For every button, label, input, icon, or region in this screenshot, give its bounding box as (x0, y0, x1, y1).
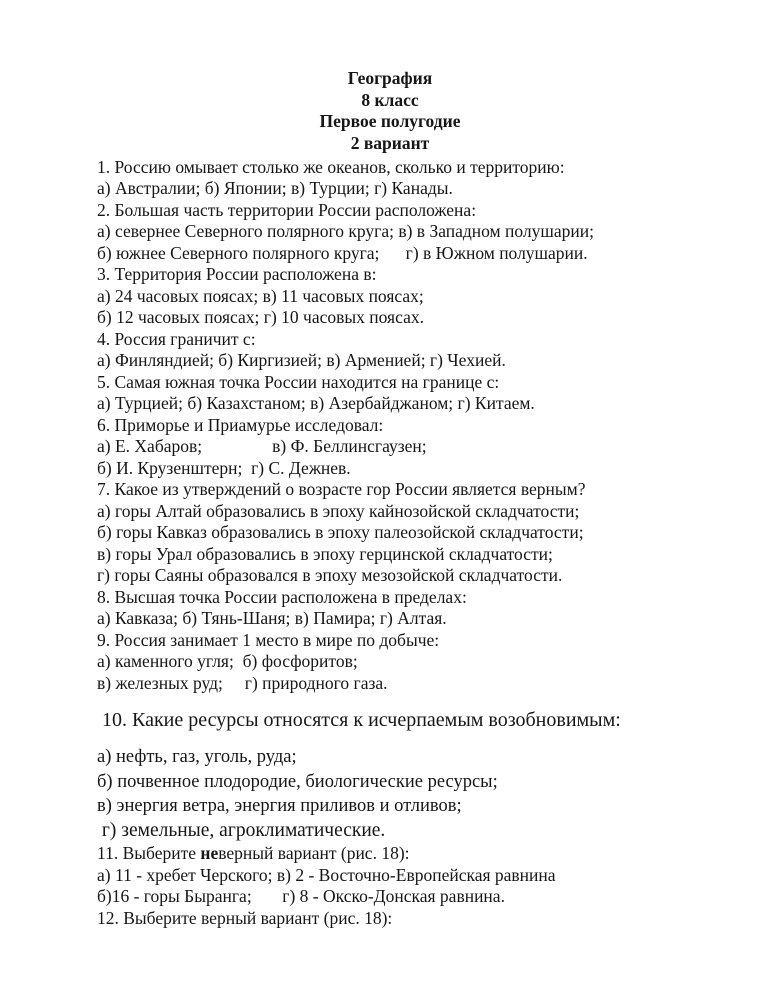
question-11-prompt (97, 843, 683, 865)
question-12-prompt: 12. Выберите верный вариант (рис. 18): (97, 907, 393, 928)
question-1-prompt: 1. Россию омывает столько же океанов, сколько и территорию: (97, 156, 565, 177)
question-3-options-row-2: б) 12 часовых поясах; г) 10 часовых поясах. (97, 307, 424, 328)
question-6-options-row-2: б) И. Крузенштерн; г) С. Дежнев. (97, 457, 351, 478)
exam-variant: 2 вариант (350, 133, 430, 154)
question-9-options-row-2: в) железных руд; г) природного газа. (97, 672, 388, 693)
question-6-prompt: 6. Приморье и Приамурье исследовал: (97, 414, 384, 435)
question-10-option-a: а) нефть, газ, уголь, руда; (97, 747, 297, 768)
question-9-options-row-1: а) каменного угля; б) фосфоритов; (97, 651, 358, 672)
question-8-prompt: 8. Высшая точка России расположена в пределах: (97, 586, 467, 607)
question-7-option-b: б) горы Кавказ образовались в эпоху палеозойской складчатости; (97, 522, 584, 543)
exam-body (97, 157, 683, 930)
question-3-prompt: 3. Территория России расположена в: (97, 264, 377, 285)
question-11-options-row-2: б)16 - горы Быранга; г) 8 - Окско-Донская равнина. (97, 886, 505, 907)
exam-header (97, 68, 683, 155)
question-4-prompt: 4. Россия граничит с: (97, 328, 256, 349)
question-11-options-row-1: а) 11 - хребет Черского; в) 2 - Восточно-Европейская равнина (97, 864, 556, 885)
exam-grade: 8 класс (361, 89, 419, 110)
question-10-option-v: в) энергия ветра, энергия приливов и отливов; (97, 796, 462, 817)
question-5-options: а) Турцией; б) Казахстаном; в) Азербайджаном; г) Китаем. (97, 393, 535, 414)
question-11-prompt-prefix: 11. Выберите (97, 843, 201, 864)
question-5-prompt: 5. Самая южная точка России находится на границе с: (97, 371, 500, 392)
question-2-options-row-2: б) южнее Северного полярного круга; г) в Южном полушарии. (97, 242, 588, 263)
question-2-prompt: 2. Большая часть территории России расположена: (97, 199, 477, 220)
question-7-option-g: г) горы Саяны образовался в эпоху мезозойской складчатости. (97, 565, 563, 586)
question-7-prompt: 7. Какое из утверждений о возрасте гор России является верным? (97, 479, 586, 500)
question-4-options: а) Финляндией; б) Киргизией; в) Арменией; г) Чехией. (97, 350, 506, 371)
question-3-options-row-1: а) 24 часовых поясах; в) 11 часовых поясах; (97, 285, 424, 306)
question-10-option-g: г) земельные, агроклиматические. (97, 819, 386, 841)
question-11-prompt-suffix: верный вариант (рис. 18): (218, 843, 410, 864)
question-1-options: а) Австралии; б) Японии; в) Турции; г) Канады. (97, 178, 453, 199)
exam-term: Первое полугодие (319, 111, 461, 132)
question-7-option-v: в) горы Урал образовались в эпоху герцинской складчатости; (97, 543, 553, 564)
question-10-option-b: б) почвенное плодородие, биологические ресурсы; (97, 771, 498, 792)
question-11-prompt-bold-ne: не (200, 843, 219, 864)
question-8-options: а) Кавказа; б) Тянь-Шаня; в) Памира; г) Алтая. (97, 608, 447, 629)
question-6-options-row-1: а) Е. Хабаров; в) Ф. Беллинсгаузен; (97, 436, 427, 457)
exam-subject-title: География (347, 68, 433, 88)
question-10-prompt: 10. Какие ресурсы относятся к исчерпаемым возобновимым: (97, 709, 621, 732)
question-7-option-a: а) горы Алтай образовались в эпоху кайнозойской складчатости; (97, 500, 580, 521)
question-2-options-row-1: а) севернее Северного полярного круга; в) в Западном полушарии; (97, 221, 594, 242)
question-9-prompt: 9. Россия занимает 1 место в мире по добыче: (97, 629, 440, 650)
